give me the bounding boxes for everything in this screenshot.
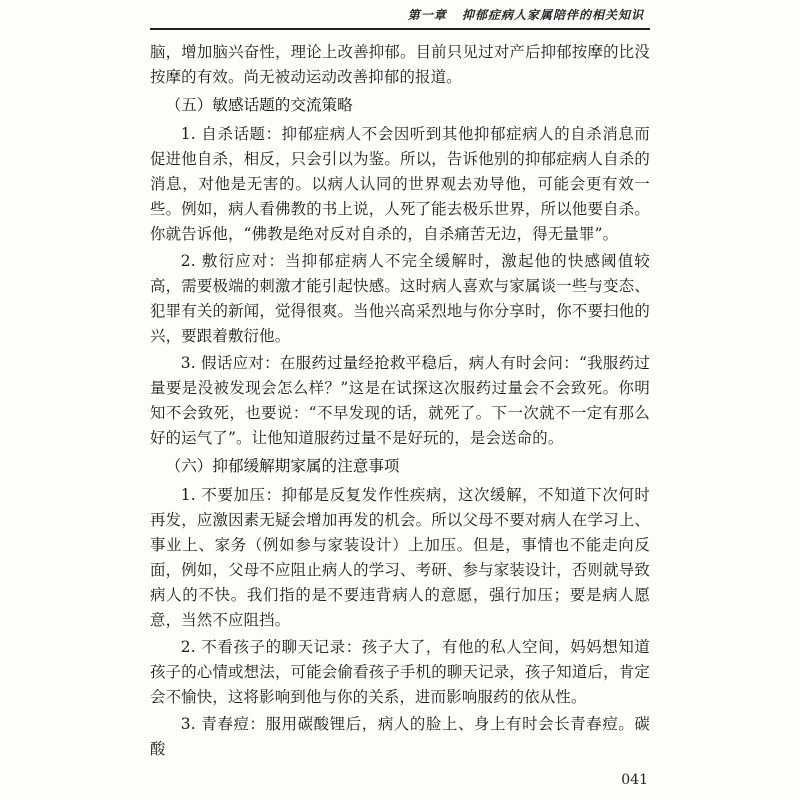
paragraph-no-pressure: 1. 不要加压：抑郁是反复发作性疾病，这次缓解，不知道下次何时再发，应激因素无疑会增加再发的机会。所以父母不要对病人在学习上、事业上、家务（例如参与家装设计）上加压。但是，事情也不能走向反面，例如，父母不应阻止病人的学习、考研、参与家装设计，否则就导致病人的不快。我们指的是不要违背病人的意愿，强行加压；要是病人愿意，当然不应阻挡。 [150, 486, 650, 629]
running-header [150, 4, 650, 30]
paragraph-acne: 3. 青春痘：服用碳酸锂后，病人的脸上、身上有时会长青春痘。碳酸 [150, 715, 650, 758]
chapter-title: 抑郁症病人家属陪伴的相关知识 [461, 8, 644, 22]
paragraph-false-words-response: 3. 假话应对：在服药过量经抢救平稳后，病人有时会问：“我服药过量要是没被发现会怎么样？”这是在试探这次服药过量会不会致死。你明知不会致死，也要说：“不早发现的话，就死了。下一次就不一定有那么好的运气了”。让他知道服药过量不是好玩的，是会送命的。 [150, 354, 650, 447]
section-heading-6: （六）抑郁缓解期家属的注意事项 [165, 457, 400, 475]
chapter-label: 第一章 [407, 8, 447, 22]
paragraph-chat-records: 2. 不看孩子的聊天记录：孩子大了，有他的私人空间，妈妈想知道孩子的心情或想法，可能会偷看孩子手机的聊天记录，孩子知道后，肯定会不愉快，这将影响到他与你的关系，进而影响服药的依从性。 [150, 638, 650, 706]
page-number: 041 [621, 772, 648, 788]
page-body [150, 40, 650, 764]
paragraph-suicide-topic: 1. 自杀话题：抑郁症病人不会因听到其他抑郁症病人的自杀消息而促进他自杀，相反，只会引以为鉴。所以，告诉他别的抑郁症病人自杀的消息，对他是无害的。以病人认同的世界观去劝导他，可能会更有效一些。例如，病人看佛教的书上说，人死了能去极乐世界，所以他要自杀。你就告诉他，“佛教是绝对反对自杀的，自杀痛苦无边，得无量罪”。 [150, 125, 650, 243]
section-heading-5: （五）敏感话题的交流策略 [165, 96, 353, 114]
paragraph-continued: 脑，增加脑兴奋性，理论上改善抑郁。目前只见过对产后抑郁按摩的比没按摩的有效。尚无被动运动改善抑郁的报道。 [150, 43, 650, 86]
paragraph-perfunctory-response: 2. 敷衍应对：当抑郁症病人不完全缓解时，激起他的快感阈值较高，需要极端的刺激才能引起快感。这时病人喜欢与家属谈一些与变态、犯罪有关的新闻，觉得很爽。当他兴高采烈地与你分享时，你不要扫他的兴，要跟着敷衍他。 [150, 252, 650, 345]
